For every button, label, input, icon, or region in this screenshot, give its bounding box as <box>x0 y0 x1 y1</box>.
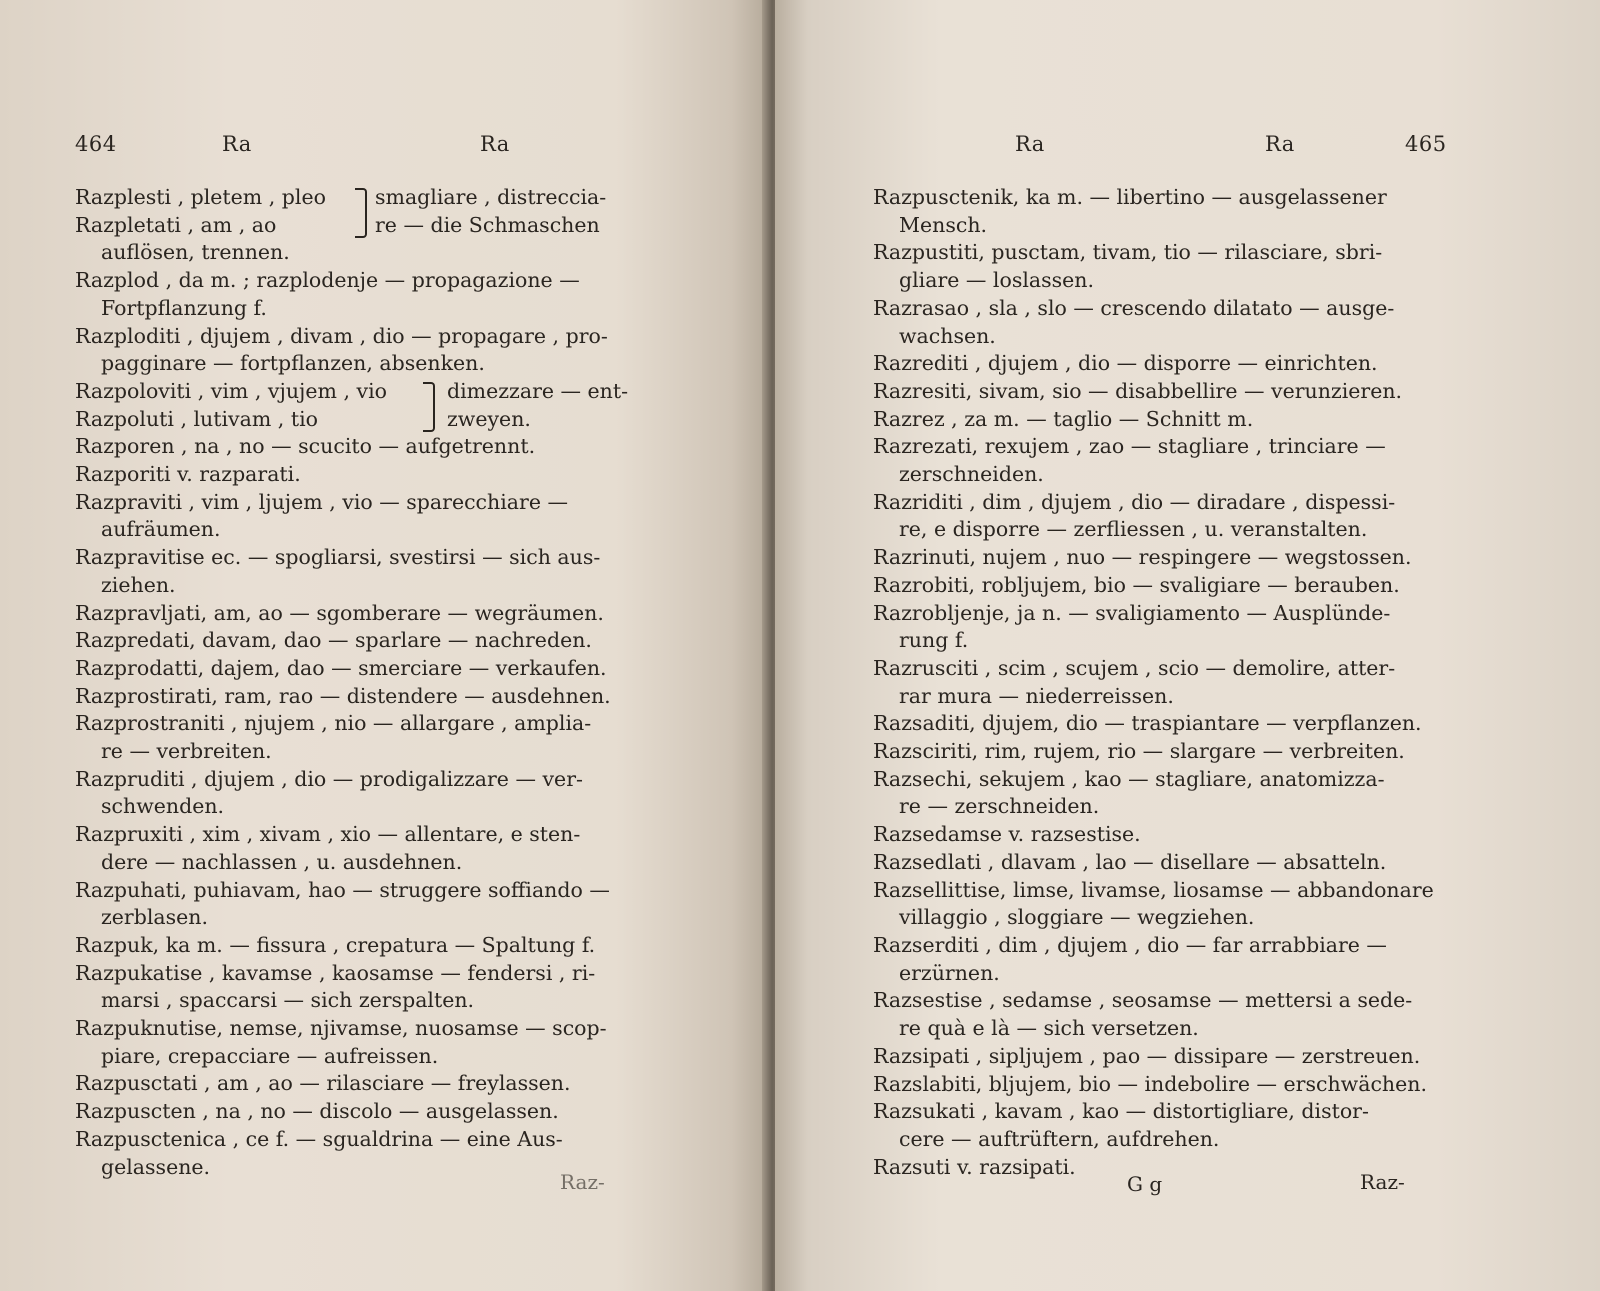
dictionary-entry <box>873 295 1513 350</box>
dictionary-entry <box>873 433 1513 488</box>
entry-line: Razserditi , dim , djujem , dio — far arrabbiare — <box>873 932 1387 957</box>
entry-continuation: wachsen. <box>899 323 996 348</box>
headword-line-2: Razpletati , am , ao <box>75 212 277 237</box>
dictionary-entry <box>873 378 1513 406</box>
gloss-line-1: dimezzare — ent- <box>447 378 629 403</box>
dictionary-entry <box>873 239 1513 294</box>
entry-continuation: Fortpflanzung f. <box>101 295 267 320</box>
dictionary-entry <box>873 987 1513 1042</box>
dictionary-entry <box>75 766 675 821</box>
entry-continuation: gliare — loslassen. <box>899 268 1095 293</box>
entry-line: Razrezati, rexujem , zao — stagliare , trinciare — <box>873 434 1386 459</box>
entry-line: Razsuti v. razsipati. <box>873 1154 1076 1179</box>
entry-line: Razporen , na , no — scucito — aufgetrennt. <box>75 434 536 459</box>
entry-line: Razsedamse v. razsestise. <box>873 822 1141 847</box>
headword-line-2: Razpoluti , lutivam , tio <box>75 406 318 431</box>
entry-list <box>75 184 675 1181</box>
dictionary-entry <box>75 960 675 1015</box>
entry-continuation: schwenden. <box>101 794 225 819</box>
entry-list <box>873 184 1513 1181</box>
entry-line: Razrusciti , scim , scujem , scio — demolire, atter- <box>873 655 1396 680</box>
dictionary-entry <box>75 323 675 378</box>
entry-line: Razprostraniti , njujem , nio — allargare , amplia- <box>75 711 592 736</box>
bracket-glyph <box>423 382 435 432</box>
entry-continuation: zerblasen. <box>101 905 209 930</box>
dictionary-entry <box>873 1071 1513 1099</box>
entry-line: Razpuscten , na , no — discolo — ausgelassen. <box>75 1099 559 1124</box>
entry-line: Razpuhati, puhiavam, hao — struggere soffiando — <box>75 877 610 902</box>
entry-line: Razsipati , sipljujem , pao — dissipare — zerstreuen. <box>873 1043 1421 1068</box>
dictionary-entry <box>75 1070 675 1098</box>
entry-continuation: piare, crepacciare — aufreissen. <box>101 1043 439 1068</box>
dictionary-entry <box>75 710 675 765</box>
entry-continuation: pagginare — fortpflanzen, absenken. <box>101 351 485 376</box>
dictionary-entry <box>873 1043 1513 1071</box>
right-page <box>775 0 1600 1291</box>
dictionary-entry <box>873 1098 1513 1153</box>
entry-line: Razpredati, davam, dao — sparlare — nachreden. <box>75 628 592 653</box>
entry-line: Razpusctenik, ka m. — libertino — ausgelassener <box>873 185 1387 209</box>
entry-line: Razrobiti, robljujem, bio — svaligiare — berauben. <box>873 572 1400 597</box>
entry-continuation: re — zerschneiden. <box>899 794 1100 819</box>
entry-line: Razrez , za m. — taglio — Schnitt m. <box>873 406 1254 431</box>
dictionary-entry <box>75 600 675 628</box>
left-page <box>0 0 770 1291</box>
dictionary-entry <box>873 544 1513 572</box>
entry-continuation: villaggio , sloggiare — wegziehen. <box>899 905 1255 930</box>
entry-line: Razrediti , djujem , dio — disporre — einrichten. <box>873 351 1378 376</box>
entry-line: Razprostirati, ram, rao — distendere — ausdehnen. <box>75 683 611 708</box>
dictionary-entry <box>873 572 1513 600</box>
dictionary-entry <box>873 350 1513 378</box>
dictionary-entry <box>873 655 1513 710</box>
entry-line: Razpustiti, pusctam, tivam, tio — rilasciare, sbri- <box>873 240 1383 265</box>
dictionary-entry <box>873 710 1513 738</box>
entry-continuation: rung f. <box>899 628 969 653</box>
entry-continuation: ziehen. <box>101 572 176 597</box>
entry-continuation: re, e disporre — zerfliessen , u. veranstalten. <box>899 517 1368 542</box>
entry-line: Razporiti v. razparati. <box>75 462 301 486</box>
dictionary-entry <box>873 600 1513 655</box>
entry-line: Razrinuti, nujem , nuo — respingere — wegstossen. <box>873 545 1412 570</box>
entry-continuation: re — verbreiten. <box>101 739 272 764</box>
dictionary-entry <box>873 932 1513 987</box>
running-head-left: Ra <box>1015 132 1045 156</box>
entry-line: Razpravljati, am, ao — sgomberare — wegräumen. <box>75 600 604 625</box>
dictionary-entry <box>873 877 1513 932</box>
entry-line: Razsaditi, djujem, dio — traspiantare — verpflanzen. <box>873 711 1422 736</box>
entry-continuation: re quà e là — sich versetzen. <box>899 1016 1199 1041</box>
bracketed-entry-pair <box>75 378 675 433</box>
dictionary-entry <box>75 821 675 876</box>
entry-continuation: dere — nachlassen , u. ausdehnen. <box>101 849 463 874</box>
headword-line-1: Razplesti , pletem , pleo <box>75 185 326 209</box>
entry-continuation: zerschneiden. <box>899 462 1044 487</box>
entry-line: Razpravitise ec. — spogliarsi, svestirsi — sich aus- <box>75 545 601 570</box>
dictionary-entry <box>75 683 675 711</box>
dictionary-entry <box>75 378 675 433</box>
entry-line: Razsestise , sedamse , seosamse — mettersi a sede- <box>873 988 1413 1013</box>
entry-line: Razrasao , sla , slo — crescendo dilatato — ausge- <box>873 295 1395 320</box>
bracket-glyph <box>355 188 367 238</box>
entry-continuation: aufräumen. <box>101 517 221 542</box>
dictionary-entry <box>75 1098 675 1126</box>
entry-line: Razsciriti, rim, rujem, rio — slargare — verbreiten. <box>873 739 1405 764</box>
gloss-line-2: re — die Schmaschen <box>375 212 600 237</box>
entry-line: Razrobljenje, ja n. — svaligiamento — Ausplünde- <box>873 600 1391 625</box>
dictionary-entry <box>75 877 675 932</box>
entry-line: Razploditi , djujem , divam , dio — propagare , pro- <box>75 323 608 348</box>
entry-line: Razpruditi , djujem , dio — prodigalizzare — ver- <box>75 766 583 791</box>
entry-line: Razslabiti, bljujem, bio — indebolire — erschwächen. <box>873 1071 1427 1096</box>
entry-line: Razsellittise, limse, livamse, liosamse — abbandonare <box>873 877 1434 902</box>
bracketed-entry-pair <box>75 184 675 239</box>
entry-line: Razriditi , dim , djujem , dio — diradare , dispessi- <box>873 489 1396 514</box>
entry-continuation: auflösen, trennen. <box>101 240 290 265</box>
entry-line: Razprodatti, dajem, dao — smerciare — verkaufen. <box>75 655 607 680</box>
dictionary-entry <box>75 655 675 683</box>
headword-line-1: Razpoloviti , vim , vjujem , vio <box>75 378 387 403</box>
dictionary-entry <box>75 184 675 267</box>
dictionary-entry <box>75 932 675 960</box>
entry-line: Razresiti, sivam, sio — disabbellire — verunzieren. <box>873 378 1403 403</box>
dictionary-entry <box>75 433 675 461</box>
entry-line: Razpruxiti , xim , xivam , xio — allentare, e sten- <box>75 822 581 847</box>
entry-continuation: marsi , spaccarsi — sich zerspalten. <box>101 988 475 1013</box>
running-head-right: Ra <box>1265 132 1295 156</box>
catchword: Raz- <box>560 1170 605 1194</box>
entry-line: Razsechi, sekujem , kao — stagliare, anatomizza- <box>873 766 1385 791</box>
running-head-right: Ra <box>480 132 510 156</box>
entry-line: Razsukati , kavam , kao — distortigliare, distor- <box>873 1099 1369 1124</box>
dictionary-entry <box>75 1015 675 1070</box>
dictionary-entry <box>873 738 1513 766</box>
page-number: 464 <box>75 132 117 156</box>
entry-line: Razpusctati , am , ao — rilasciare — freylassen. <box>75 1071 571 1096</box>
page-number: 465 <box>1405 132 1447 156</box>
entry-continuation: rar mura — niederreissen. <box>899 683 1174 708</box>
gloss-line-2: zweyen. <box>447 406 531 431</box>
entry-line: Razpusctenica , ce f. — sgualdrina — eine Aus- <box>75 1126 563 1151</box>
dictionary-entry <box>873 489 1513 544</box>
dictionary-entry <box>75 627 675 655</box>
dictionary-entry <box>75 489 675 544</box>
entry-line: Razpuknutise, nemse, njivamse, nuosamse — scop- <box>75 1016 607 1041</box>
running-head-left: Ra <box>222 132 252 156</box>
entry-line: Razsedlati , dlavam , lao — disellare — absatteln. <box>873 849 1387 874</box>
dictionary-entry <box>873 184 1513 239</box>
entry-line: Razpuk, ka m. — fissura , crepatura — Spaltung f. <box>75 932 596 957</box>
entry-line: Razplod , da m. ; razplodenje — propagazione — <box>75 268 580 293</box>
dictionary-entry <box>873 406 1513 434</box>
entry-continuation: Mensch. <box>899 212 988 237</box>
signature-mark: G g <box>1127 1172 1163 1196</box>
catchword: Raz- <box>1360 1170 1405 1194</box>
entry-line: Razpraviti , vim , ljujem , vio — sparecchiare — <box>75 489 568 514</box>
entry-continuation: erzürnen. <box>899 960 1000 985</box>
dictionary-entry <box>873 766 1513 821</box>
dictionary-entry <box>873 849 1513 877</box>
entry-continuation: gelassene. <box>101 1154 211 1179</box>
entry-continuation: cere — auftrüftern, aufdrehen. <box>899 1126 1220 1151</box>
entry-line: Razpukatise , kavamse , kaosamse — fendersi , ri- <box>75 960 596 985</box>
dictionary-entry <box>873 1154 1513 1182</box>
dictionary-entry <box>75 544 675 599</box>
gloss-line-1: smagliare , distreccia- <box>375 185 607 209</box>
dictionary-entry <box>75 267 675 322</box>
dictionary-entry <box>75 461 675 489</box>
dictionary-entry <box>873 821 1513 849</box>
